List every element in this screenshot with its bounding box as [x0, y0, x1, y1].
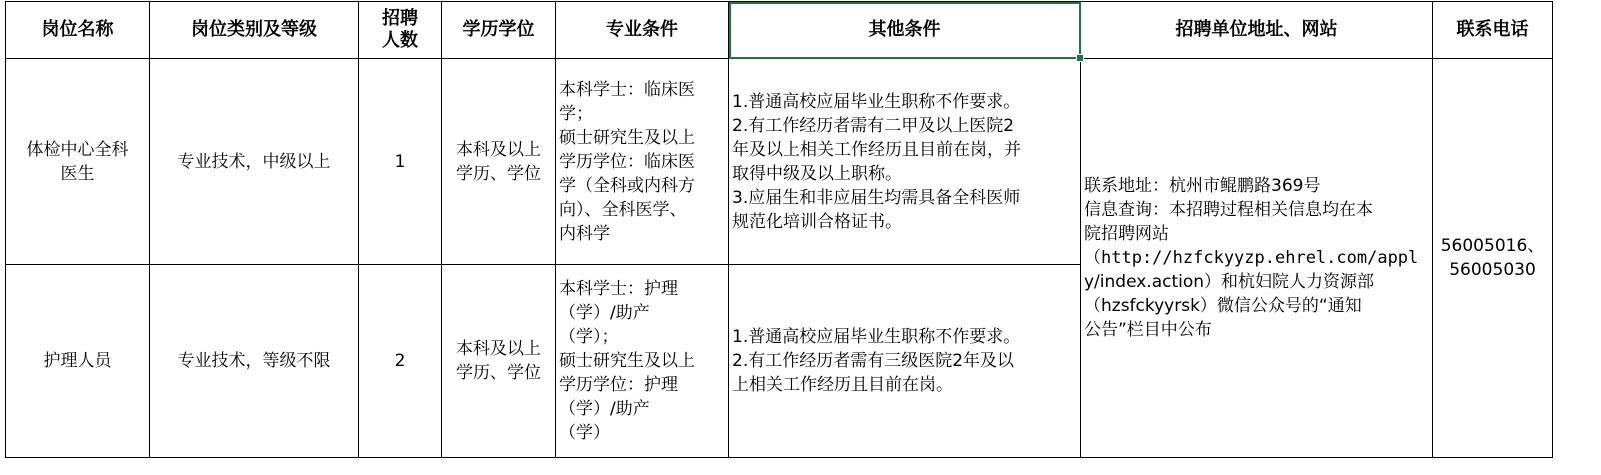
other-line: 3.应届生和非应届生均需具备全科医师: [732, 187, 1021, 208]
address-line: y/index.action）和杭妇院人力资源部: [1084, 272, 1375, 292]
major-line: 学历学位：临床医: [559, 151, 695, 172]
cell-category-level[interactable]: 专业技术，中级以上: [150, 59, 359, 265]
cell-education[interactable]: [442, 59, 556, 265]
header-address[interactable]: 招聘单位地址、网站: [1081, 2, 1433, 59]
address-line: （hzsfckyyrsk）微信公众号的“通知: [1084, 296, 1362, 316]
address-line: 联系地址：杭州市鲲鹏路369号: [1084, 176, 1321, 196]
major-line: 内科学: [559, 223, 610, 244]
other-line: 2.有工作经历者需有三级医院2年及以: [732, 351, 1015, 371]
cell-education[interactable]: [442, 265, 556, 458]
header-row: [6, 2, 1553, 59]
cell-headcount[interactable]: 1: [359, 59, 442, 265]
education-line1: 本科及以上: [456, 139, 541, 160]
education-line2: 学历、学位: [456, 163, 541, 184]
major-line: 硕士研究生及以上: [559, 351, 695, 371]
other-line: 年及以上相关工作经历且目前在岗，并: [732, 139, 1021, 160]
cell-other[interactable]: [729, 59, 1081, 265]
major-line: （学）/助产: [559, 399, 650, 419]
address-line: 院招聘网站: [1084, 224, 1169, 244]
major-line: 学历学位：护理: [559, 375, 678, 395]
header-headcount[interactable]: [359, 2, 442, 59]
table-row: [6, 59, 1553, 265]
education-line1: 本科及以上: [456, 339, 541, 359]
other-line: 1.普通高校应届毕业生职称不作要求。: [732, 91, 1021, 112]
position-line1: 体检中心全科: [26, 139, 129, 160]
other-line: 规范化培训合格证书。: [732, 211, 902, 232]
header-education[interactable]: 学历学位: [442, 2, 556, 59]
phone-line1: 56005016、: [1440, 236, 1545, 256]
header-major[interactable]: 专业条件: [556, 2, 729, 59]
major-line: 学；: [559, 103, 593, 124]
major-line: （学）: [559, 423, 610, 443]
other-line: 取得中级及以上职称。: [732, 163, 902, 184]
cell-phone[interactable]: [1433, 59, 1553, 458]
major-line: 本科学士：临床医: [559, 79, 695, 100]
cell-headcount[interactable]: 2: [359, 265, 442, 458]
other-line: 1.普通高校应届毕业生职称不作要求。: [732, 327, 1021, 347]
cell-major[interactable]: [556, 265, 729, 458]
major-line: 向）、全科医学、: [559, 199, 687, 220]
address-line: 信息查询：本招聘过程相关信息均在本: [1084, 200, 1373, 220]
header-headcount-line1: 招聘: [382, 8, 418, 29]
major-line: 本科学士：护理: [559, 279, 678, 299]
major-line: 硕士研究生及以上: [559, 127, 695, 148]
header-position-name[interactable]: 岗位名称: [6, 2, 150, 59]
cell-category-level[interactable]: 专业技术，等级不限: [150, 265, 359, 458]
header-category-level[interactable]: 岗位类别及等级: [150, 2, 359, 59]
cell-other[interactable]: [729, 265, 1081, 458]
major-line: （学）/助产: [559, 303, 650, 323]
header-headcount-line2: 人数: [382, 30, 418, 51]
position-line2: 医生: [60, 163, 95, 184]
header-phone[interactable]: 联系电话: [1433, 2, 1553, 59]
recruitment-table: [5, 1, 1553, 458]
cell-position[interactable]: 护理人员: [6, 265, 150, 458]
cell-major[interactable]: [556, 59, 729, 265]
header-other-selected-cell[interactable]: 其他条件: [729, 2, 1081, 59]
major-line: （学）；: [559, 327, 619, 347]
phone-line2: 56005030: [1449, 260, 1536, 280]
cell-position[interactable]: [6, 59, 150, 265]
address-url-line: （http://hzfckyyzp.ehrel.com/appl: [1084, 248, 1419, 268]
other-line: 上相关工作经历且目前在岗。: [732, 375, 953, 395]
address-line: 公告”栏目中公布: [1084, 320, 1212, 340]
education-line2: 学历、学位: [456, 363, 541, 383]
cell-address[interactable]: [1081, 59, 1433, 458]
major-line: 学（全科或内科方: [559, 175, 695, 196]
other-line: 2.有工作经历者需有二甲及以上医院2: [732, 115, 1015, 136]
